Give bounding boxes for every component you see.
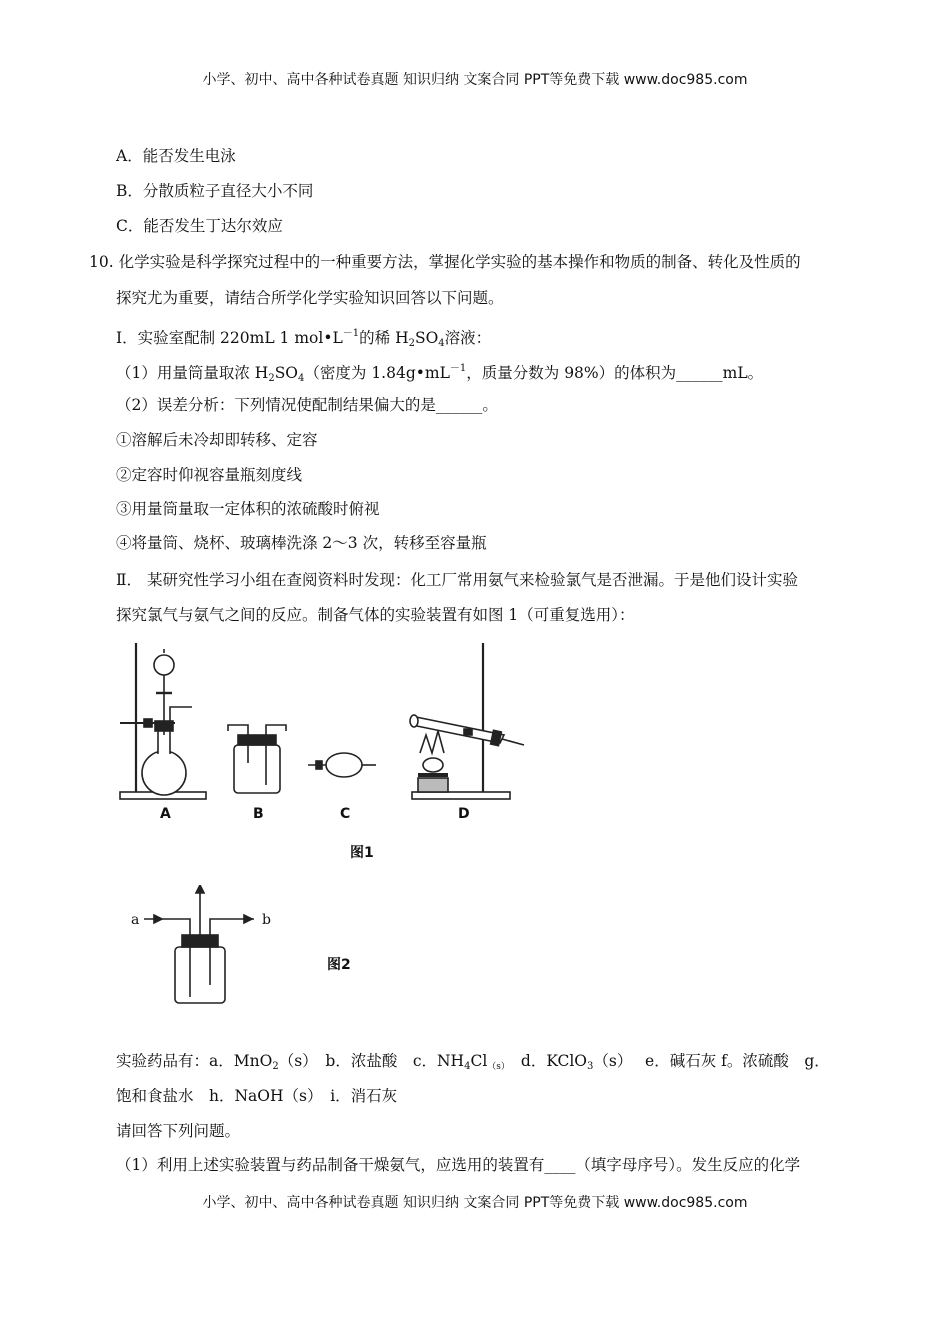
part2-line1: Ⅱ． 某研究性学习小组在查阅资料时发现：化工厂常用氨气来检验氯气是否泄漏。于是他们设计实验	[116, 571, 798, 589]
figure-1-apparatus	[100, 635, 560, 835]
q10-intro-line2: 探究尤为重要，请结合所学化学实验知识回答以下问题。	[116, 289, 504, 307]
apparatus-c	[308, 753, 376, 777]
option-b: B．分散质粒子直径大小不同	[116, 182, 314, 200]
fig1-label-b: B	[253, 806, 264, 822]
subquestion-2: （2）误差分析：下列情况使配制结果偏大的是______。	[116, 396, 498, 414]
ask-line: 请回答下列问题。	[116, 1122, 241, 1140]
figure-2-caption: 图2	[327, 957, 351, 973]
error-item-4: ④将量筒、烧杯、玻璃棒洗涤 2～3 次，转移至容量瓶	[116, 534, 487, 552]
reagents-line2: 饱和食盐水 h．NaOH（s） i．消石灰	[116, 1087, 398, 1105]
reagents-line1: 实验药品有：a．MnO$_2$（s） b．浓盐酸 c．$NH_4Cl_{(s)}$ d．KClO$_3$（s） e．碱石灰 f。浓硫酸 g．	[116, 1052, 830, 1072]
error-item-3: ③用量筒量取一定体积的浓硫酸时俯视	[116, 500, 380, 518]
apparatus-a	[120, 643, 206, 799]
subquestion-1: （1）用量筒量取浓 $H_2SO_4$（密度为 $1.84g•mL^{-1}$，质量分数为 98%）的体积为______mL。	[116, 363, 764, 384]
fig2-label-a: a	[131, 912, 140, 928]
apparatus-d	[410, 643, 524, 799]
page-footer: 小学、初中、高中各种试卷真题 知识归纳 文案合同 PPT等免费下载 www.doc985.com	[202, 1195, 748, 1211]
fig1-label-c: C	[340, 806, 351, 822]
error-item-1: ①溶解后未冷却即转移、定容	[116, 431, 318, 449]
q10-intro-line1: 10. 化学实验是科学探究过程中的一种重要方法，掌握化学实验的基本操作和物质的制备、转化及性质的	[89, 253, 801, 271]
option-a: A．能否发生电泳	[116, 147, 236, 165]
option-c: C．能否发生丁达尔效应	[116, 217, 283, 235]
fig1-label-d: D	[458, 806, 470, 822]
part2-line2: 探究氯气与氨气之间的反应。制备气体的实验装置有如图 1（可重复选用）：	[116, 606, 635, 624]
figure-2-apparatus	[130, 885, 280, 1010]
apparatus-b	[228, 725, 286, 793]
fig1-label-a: A	[160, 806, 171, 822]
part1-heading: Ⅰ．实验室配制 220mL 1 $mol•L^{-1}$的稀 $H_2SO_4$溶液：	[116, 328, 492, 349]
page-header: 小学、初中、高中各种试卷真题 知识归纳 文案合同 PPT等免费下载 www.doc985.com	[202, 72, 748, 88]
error-item-2: ②定容时仰视容量瓶刻度线	[116, 466, 303, 484]
final-question-line: （1）利用上述实验装置与药品制备干燥氨气，应选用的装置有____（填字母序号）。发生反应的化学	[116, 1156, 801, 1174]
fig2-label-b: b	[262, 912, 271, 928]
figure-1-caption: 图1	[350, 845, 374, 861]
